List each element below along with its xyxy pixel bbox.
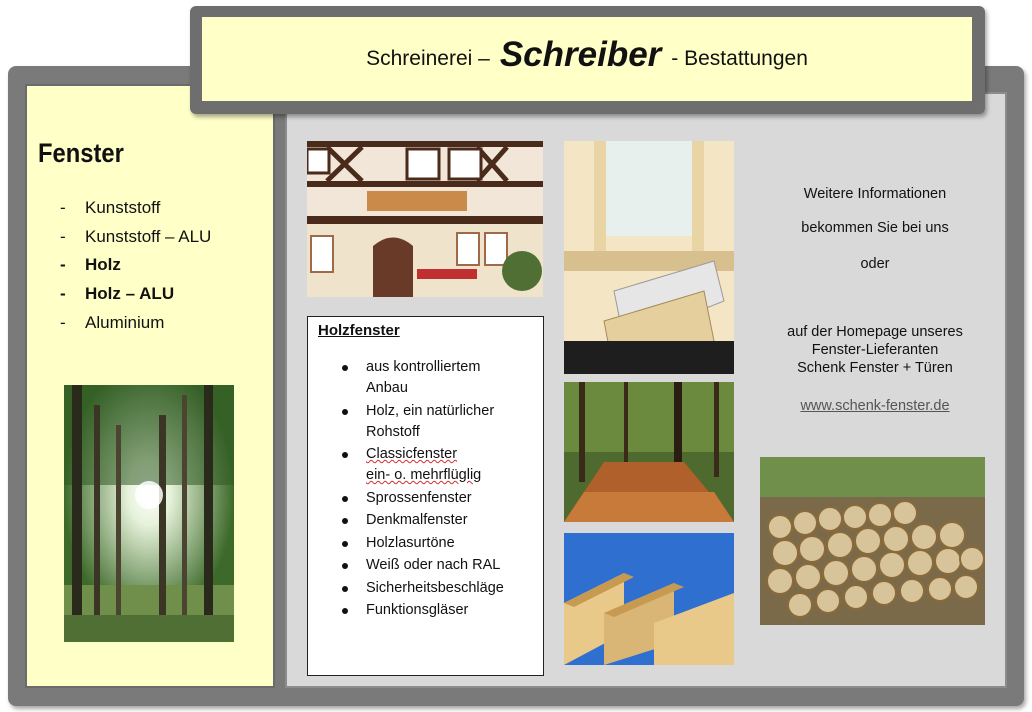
list-item: - Holz – ALU: [60, 284, 175, 304]
info-line-5: Fenster-Lieferanten: [811, 342, 939, 358]
title-brand: Schreiber: [499, 35, 662, 74]
lumber-image: [564, 533, 734, 665]
list-item: aus kontrolliertem Anbau: [338, 357, 546, 399]
list-item: - Kunststoff – ALU: [60, 226, 212, 246]
supplier-website-link[interactable]: www.schenk-fenster.de: [800, 398, 950, 414]
info-line-3: oder: [860, 256, 890, 272]
forest-path-image: [564, 382, 734, 522]
holzfenster-feature-list: [338, 357, 546, 623]
title-suffix: - Bestattungen: [671, 47, 808, 70]
list-item: Holz, ein natürlicher Rohstoff: [338, 401, 546, 443]
log-pile-image: [760, 457, 985, 625]
holzfenster-box: [307, 316, 544, 676]
sidebar-heading: Fenster: [38, 138, 124, 168]
list-item: Denkmalfenster: [338, 510, 546, 531]
info-line-2: bekommen Sie bei uns: [801, 220, 949, 236]
item-label: Kunststoff: [85, 198, 161, 217]
window-type-list: [60, 194, 211, 337]
list-item: Sicherheitsbeschläge: [338, 578, 546, 599]
list-item: - Aluminium: [60, 312, 165, 332]
title-prefix: Schreinerei –: [366, 47, 490, 70]
list-item: Holzlasurtöne: [338, 533, 546, 554]
list-item: - Holz: [60, 255, 121, 275]
holzfenster-title: Holzfenster: [318, 322, 400, 339]
item-label: Holz – ALU: [85, 284, 175, 304]
info-line-4: auf der Homepage unseres: [787, 324, 963, 340]
item-label: Holz: [85, 255, 121, 275]
house-image: [307, 141, 543, 297]
list-item: - Kunststoff: [60, 198, 161, 217]
item-label: Kunststoff – ALU: [85, 226, 212, 246]
info-line-1: Weitere Informationen: [803, 186, 947, 202]
list-item: Sprossenfenster: [338, 488, 546, 509]
page-title: [202, 17, 972, 101]
list-item: Classicfenster ein- o. mehrflüglig: [338, 444, 546, 486]
list-item: Funktionsgläser: [338, 600, 546, 621]
forest-image: [64, 385, 234, 642]
item-label: Aluminium: [85, 312, 165, 332]
window-profile-image: [564, 141, 734, 374]
list-item: Weiß oder nach RAL: [338, 555, 546, 576]
info-line-6: Schenk Fenster + Türen: [797, 360, 953, 376]
